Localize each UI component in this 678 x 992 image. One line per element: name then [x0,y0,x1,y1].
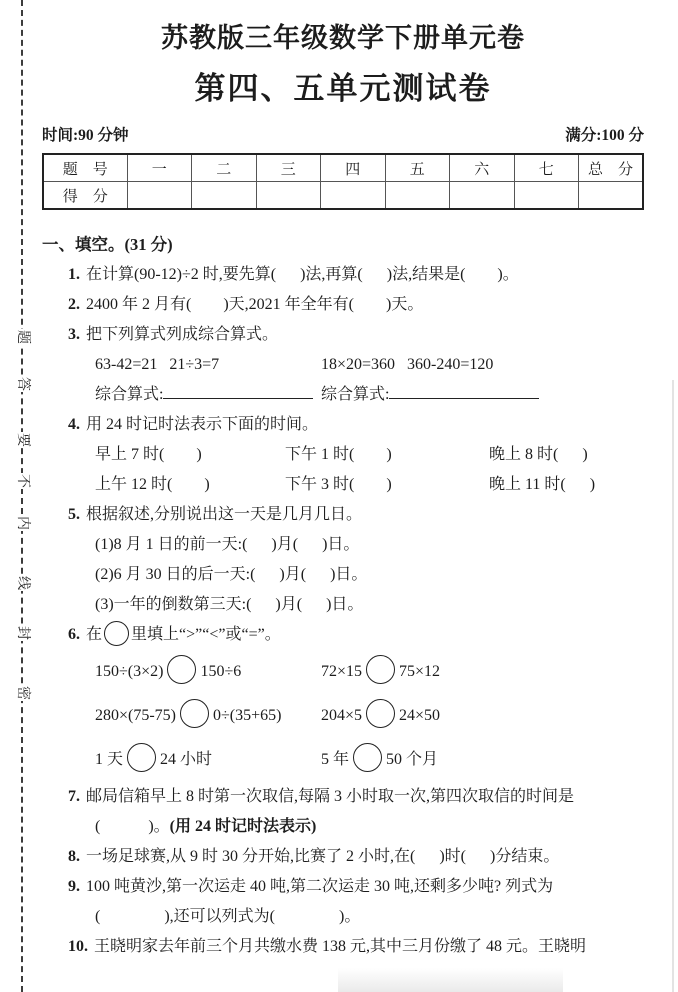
question-number: 8. [68,848,80,865]
question-text: 2400 年 2 月有( )天,2021 年全年有( )天。 [86,296,424,313]
comparison-circle [353,743,382,772]
question-number: 4. [68,416,80,433]
series-title: 苏教版三年级数学下册单元卷 [161,23,525,53]
score-table-header-cell: 六 [450,154,515,182]
question-text: 里填上“>”“<”或“=”。 [131,626,281,643]
expression: 280×(75-75) [95,707,177,724]
question-number: 2. [68,296,80,313]
question-9-line-2 [42,902,644,932]
answer-blank-parens: ( ),还可以列式为( )。 [95,908,361,925]
expression: 75×12 [399,663,441,680]
score-table-header-cell: 一 [127,154,192,182]
expression: 150÷(3×2) [95,663,164,680]
expression: 24×50 [399,707,441,724]
sub-item-text: (3)一年的倒数第三天:( )月( )日。 [95,596,364,613]
comparison-pair [321,694,644,738]
score-table-header-cell: 五 [385,154,450,182]
question-1 [42,260,644,290]
question-4-row-1 [42,440,644,470]
composite-expression-left [95,380,321,410]
comparison-circle [167,655,196,684]
question-text: 邮局信箱早上 8 时第一次取信,每隔 3 小时取一次,第四次取信的时间是 [86,788,575,805]
seal-dashed-line [21,0,23,992]
question-5-item-1 [42,530,644,560]
question-7 [42,782,644,812]
question-10 [42,932,644,962]
score-cell [579,182,644,210]
question-5-item-2 [42,560,644,590]
question-5 [42,500,644,530]
expression: 204×5 [321,707,363,724]
question-number: 7. [68,788,80,805]
question-text: 根据叙述,分别说出这一天是几月几日。 [86,506,363,523]
time-item: 上午 12 时( ) [95,476,210,493]
seal-char: 要 [15,433,30,447]
question-3 [42,320,644,350]
question-number: 1. [68,266,80,283]
question-text: 用 24 时记时法表示下面的时间。 [86,416,319,433]
comparison-pair [95,738,321,782]
paper-title: 第四、五单元测试卷 [194,71,492,106]
question-6 [42,620,644,650]
question-number: 9. [68,878,80,895]
score-table-header-cell: 三 [256,154,321,182]
seal-char: 线 [15,576,30,590]
question-text: 100 吨黄沙,第一次运走 40 吨,第二次运走 30 吨,还剩多少吨? 列式为 [86,878,554,895]
page-edge-line [672,380,674,992]
time-item: 晚上 11 时( ) [489,476,596,493]
composite-expression-label: 综合算式: [95,386,164,403]
seal-char: 不 [15,474,30,488]
question-number: 10. [68,938,88,955]
score-table-header-cell: 题 号 [43,154,127,182]
score-table-header-row [43,154,643,182]
score-cell [514,182,579,210]
comparison-circle [104,621,129,646]
composite-expression-right [321,380,644,410]
question-5-item-3 [42,590,644,620]
sub-item-text: (1)8 月 1 日的前一天:( )月( )日。 [95,536,360,553]
comparison-circle [366,699,395,728]
question-7-line-2 [42,812,644,842]
question-number: 3. [68,326,80,343]
comparison-pair [95,694,321,738]
expression: 150÷6 [200,663,242,680]
seal-char: 内 [15,516,30,530]
time-item: 下午 3 时( ) [285,476,392,493]
expression: 5 年 [321,751,350,768]
expression: 24 小时 [160,751,213,768]
time-item: 晚上 8 时( ) [489,446,588,463]
given-equations-left: 63-42=21 21÷3=7 [95,356,220,373]
score-table-header-cell: 四 [321,154,386,182]
comparison-pair [321,738,644,782]
score-cell [321,182,386,210]
comparison-pair [321,650,644,694]
scan-shadow [338,968,563,992]
question-text: 王晓明家去年前三个月共缴水费 138 元,其中三月份缴了 48 元。王晓明 [94,938,587,955]
question-8 [42,842,644,872]
score-cell [385,182,450,210]
score-table [42,153,644,210]
expression: 1 天 [95,751,124,768]
question-6-row-2 [42,694,644,738]
question-6-row-3 [42,738,644,782]
format-note: (用 24 时记时法表示) [169,818,317,835]
time-item: 下午 1 时( ) [285,446,392,463]
seal-char: 密 [15,686,30,700]
answer-blank-parens: ( )。 [95,818,170,835]
expression: 50 个月 [386,751,439,768]
answer-blank-line [163,382,313,399]
comparison-circle [180,699,209,728]
composite-expression-label: 综合算式: [321,386,390,403]
score-table-score-row [43,182,643,210]
question-3-answer-row [42,380,644,410]
given-equations-right: 18×20=360 360-240=120 [321,356,494,373]
full-score-label: 满分:100 分 [565,127,644,144]
time-item: 早上 7 时( ) [95,446,202,463]
question-4 [42,410,644,440]
question-2 [42,290,644,320]
question-4-row-2 [42,470,644,500]
question-text: 在计算(90-12)÷2 时,要先算( )法,再算( )法,结果是( )。 [86,266,519,283]
expression: 0÷(35+65) [213,707,282,724]
question-9 [42,872,644,902]
section-heading: 一、填空。(31 分) [42,235,173,254]
score-cell [192,182,257,210]
score-table-header-cell: 七 [514,154,579,182]
time-limit-label: 时间:90 分钟 [42,127,129,144]
score-cell [127,182,192,210]
comparison-circle [366,655,395,684]
question-6-row-1 [42,650,644,694]
score-table-header-cell: 二 [192,154,257,182]
comparison-circle [127,743,156,772]
question-3-given-equations [42,350,644,380]
answer-blank-line [389,382,539,399]
comparison-pair [95,650,321,694]
score-table-header-cell: 总 分 [579,154,644,182]
score-cell [256,182,321,210]
seal-char: 题 [15,330,30,344]
sub-item-text: (2)6 月 30 日的后一天:( )月( )日。 [95,566,368,583]
expression: 72×15 [321,663,363,680]
seal-char: 答 [15,377,30,391]
exam-info-row [42,123,644,145]
question-number: 5. [68,506,80,523]
seal-char: 封 [15,626,30,640]
question-number: 6. [68,626,80,643]
score-cell [450,182,515,210]
question-text: 在 [86,626,103,643]
score-row-label: 得 分 [43,182,127,210]
question-text: 把下列算式列成综合算式。 [86,326,279,343]
question-text: 一场足球赛,从 9 时 30 分开始,比赛了 2 小时,在( )时( )分结束。 [86,848,560,865]
